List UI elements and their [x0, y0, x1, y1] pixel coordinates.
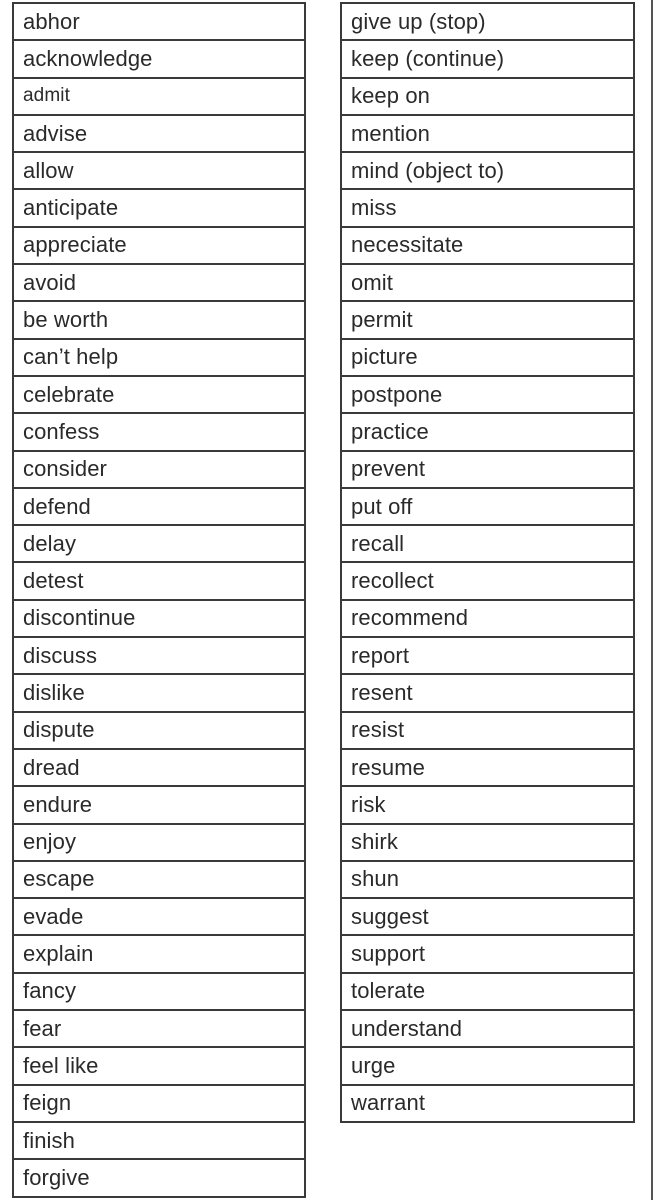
verb-cell: feel like	[12, 1048, 306, 1085]
verb-cell: miss	[340, 190, 635, 227]
verb-cell: forgive	[12, 1160, 306, 1197]
verb-cell: dislike	[12, 675, 306, 712]
verb-cell: enjoy	[12, 825, 306, 862]
verb-cell: support	[340, 936, 635, 973]
verb-cell: shun	[340, 862, 635, 899]
verb-cell: avoid	[12, 265, 306, 302]
verb-cell: practice	[340, 414, 635, 451]
verb-cell: omit	[340, 265, 635, 302]
verb-cell: mind (object to)	[340, 153, 635, 190]
page-edge-divider	[651, 0, 653, 1200]
verb-cell: recommend	[340, 601, 635, 638]
verb-cell: prevent	[340, 452, 635, 489]
verb-cell: necessitate	[340, 228, 635, 265]
verb-cell: mention	[340, 116, 635, 153]
verb-cell: confess	[12, 414, 306, 451]
verb-cell: discuss	[12, 638, 306, 675]
verb-cell: dread	[12, 750, 306, 787]
verb-cell: recall	[340, 526, 635, 563]
verb-cell: resume	[340, 750, 635, 787]
verb-cell: resent	[340, 675, 635, 712]
verb-cell: fancy	[12, 974, 306, 1011]
verb-cell: consider	[12, 452, 306, 489]
verb-cell: admit	[12, 79, 306, 116]
verb-cell: explain	[12, 936, 306, 973]
verb-cell: celebrate	[12, 377, 306, 414]
verb-cell: give up (stop)	[340, 4, 635, 41]
verb-cell: urge	[340, 1048, 635, 1085]
verb-cell: evade	[12, 899, 306, 936]
verb-cell: detest	[12, 563, 306, 600]
verb-cell: allow	[12, 153, 306, 190]
verb-cell: acknowledge	[12, 41, 306, 78]
verb-cell: feign	[12, 1086, 306, 1123]
verb-cell: finish	[12, 1123, 306, 1160]
verb-cell: discontinue	[12, 601, 306, 638]
verb-cell: keep (continue)	[340, 41, 635, 78]
verb-cell: tolerate	[340, 974, 635, 1011]
verb-cell: fear	[12, 1011, 306, 1048]
verb-list-left-column	[12, 2, 306, 1198]
verb-cell: resist	[340, 713, 635, 750]
verb-cell: delay	[12, 526, 306, 563]
verb-cell: report	[340, 638, 635, 675]
verb-cell: recollect	[340, 563, 635, 600]
verb-cell: be worth	[12, 302, 306, 339]
verb-cell: anticipate	[12, 190, 306, 227]
verb-cell: can’t help	[12, 340, 306, 377]
verb-cell: endure	[12, 787, 306, 824]
verb-cell: advise	[12, 116, 306, 153]
verb-cell: defend	[12, 489, 306, 526]
verb-cell: appreciate	[12, 228, 306, 265]
verb-cell: picture	[340, 340, 635, 377]
verb-cell: abhor	[12, 4, 306, 41]
verb-cell: put off	[340, 489, 635, 526]
verb-cell: escape	[12, 862, 306, 899]
verb-cell: risk	[340, 787, 635, 824]
verb-cell: suggest	[340, 899, 635, 936]
verb-cell: postpone	[340, 377, 635, 414]
verb-cell: dispute	[12, 713, 306, 750]
verb-cell: shirk	[340, 825, 635, 862]
verb-cell: permit	[340, 302, 635, 339]
verb-cell: keep on	[340, 79, 635, 116]
verb-cell: understand	[340, 1011, 635, 1048]
verb-list-right-column	[340, 2, 635, 1123]
verb-cell: warrant	[340, 1086, 635, 1123]
